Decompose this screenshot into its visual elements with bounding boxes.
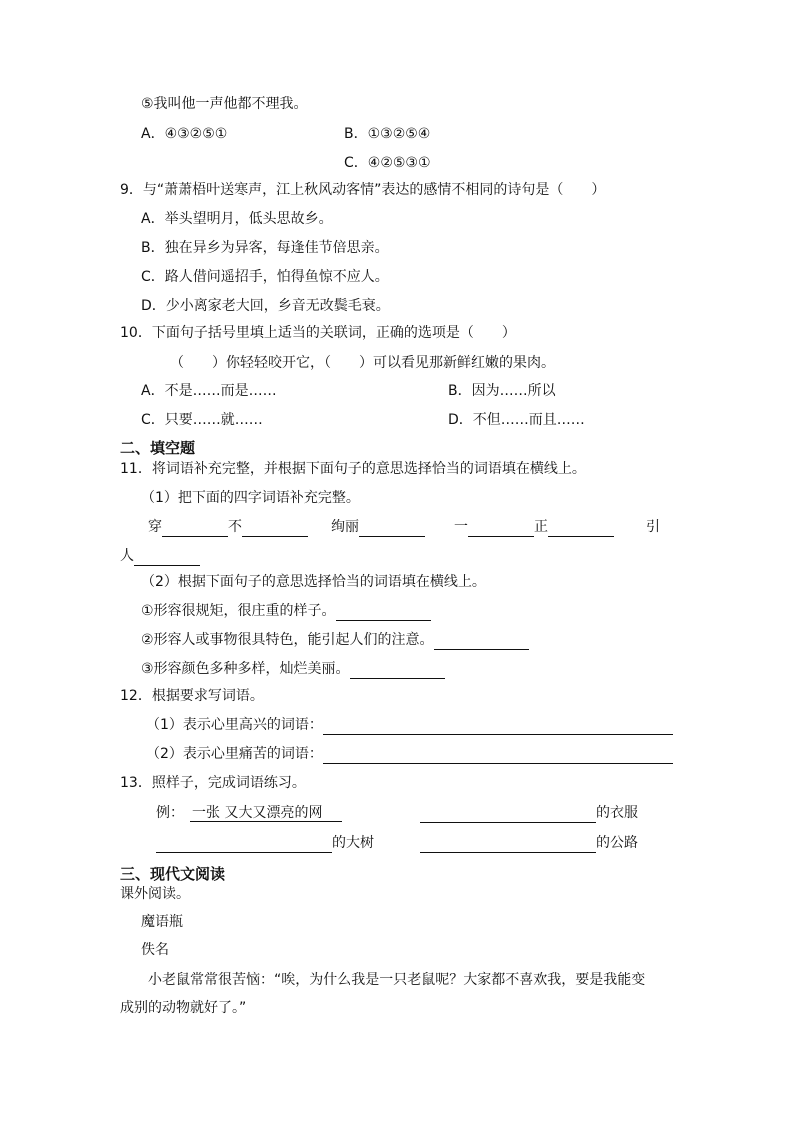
idiom-4-char-b: 人 [120, 548, 134, 564]
idiom-1-blank-b[interactable] [242, 520, 308, 537]
idiom-3-blank-b[interactable] [548, 520, 614, 537]
q13-item-3-suffix: 的公路 [596, 835, 638, 851]
q11-sentence-2 [141, 630, 529, 650]
q11-part-1: （1）把下面的四字词语补充完整。 [141, 490, 360, 506]
q11-sentence-1-text: ①形容很规矩，很庄重的样子。 [141, 603, 336, 619]
q10-option-b: B．因为……所以 [448, 383, 556, 399]
q8-item-5: ⑤我叫他一声他都不理我。 [141, 96, 308, 112]
section-2-title: 二、填空题 [120, 439, 196, 457]
q12-part-2-blank[interactable] [323, 747, 673, 764]
q8-option-b: B．①③②⑤④ [344, 126, 431, 142]
q11-idiom-2 [331, 517, 425, 537]
q9-stem: 9．与“萧萧梧叶送寒声，江上秋风动客情”表达的感情不相同的诗句是（ ） [120, 182, 606, 198]
idiom-4-char-a: 引 [646, 519, 660, 535]
q13-item-1-blank[interactable] [420, 806, 596, 823]
q13-stem: 13．照样子，完成词语练习。 [120, 775, 306, 791]
idiom-2-chars: 绚丽 [331, 519, 359, 535]
q11-sentence-1 [141, 601, 431, 621]
q13-item-3-blank[interactable] [420, 836, 596, 853]
q9-option-a: A．举头望明月，低头思故乡。 [141, 211, 333, 227]
q11-sentence-3-blank[interactable] [350, 662, 445, 679]
q8-option-c: C．④②⑤③① [344, 155, 431, 171]
q13-item-1 [420, 803, 638, 823]
q9-option-c: C．路人借问遥招手，怕得鱼惊不应人。 [141, 269, 389, 285]
q12-part-2 [146, 744, 673, 764]
q11-sentence-3 [141, 659, 445, 679]
idiom-3-char-b: 正 [534, 519, 548, 535]
q10-sentence: （ ）你轻轻咬开它，（ ）可以看见那新鲜红嫩的果肉。 [170, 355, 555, 371]
q10-option-a: A．不是……而是…… [141, 383, 277, 399]
q11-sentence-1-blank[interactable] [336, 604, 431, 621]
idiom-3-blank-a[interactable] [468, 520, 534, 537]
q13-item-2-suffix: 的大树 [332, 835, 374, 851]
idiom-4-blank[interactable] [134, 549, 200, 566]
idiom-3-char-a: 一 [454, 519, 468, 535]
q11-sentence-3-text: ③形容颜色多种多样，灿烂美丽。 [141, 661, 350, 677]
reading-paragraph-line-2: 成别的动物就好了。” [120, 1000, 247, 1016]
reading-paragraph-line-1: 小老鼠常常很苦恼：“唉，为什么我是一只老鼠呢？大家都不喜欢我，要是我能变 [148, 972, 646, 988]
q8-option-a: A．④③②⑤① [141, 126, 228, 142]
idiom-1-blank-a[interactable] [162, 520, 228, 537]
reading-author: 佚名 [141, 942, 169, 958]
q13-item-2-blank[interactable] [156, 836, 332, 853]
q11-part-2: （2）根据下面句子的意思选择恰当的词语填在横线上。 [141, 574, 486, 590]
reading-intro: 课外阅读。 [120, 886, 190, 902]
q10-stem: 10．下面句子括号里填上适当的关联词，正确的选项是（ ） [120, 325, 516, 341]
q10-option-d: D．不但……而且…… [448, 412, 585, 428]
q13-example-answer: 一张 又大又漂亮的网 [190, 805, 342, 822]
q12-part-2-text: （2）表示心里痛苦的词语： [146, 746, 323, 762]
q9-option-b: B．独在异乡为异客，每逢佳节倍思亲。 [141, 240, 389, 256]
q13-example [156, 803, 342, 823]
q12-part-1-text: （1）表示心里高兴的词语： [146, 717, 323, 733]
q12-stem: 12．根据要求写词语。 [120, 688, 264, 704]
q11-idiom-4 [120, 546, 200, 566]
q11-idiom-3 [454, 517, 614, 537]
q13-item-2 [156, 833, 374, 853]
q9-option-d: D．少小离家老大回，乡音无改鬓毛衰。 [141, 298, 390, 314]
idiom-1-char-b: 不 [228, 519, 242, 535]
q11-stem: 11．将词语补充完整，并根据下面句子的意思选择恰当的词语填在横线上。 [120, 461, 586, 477]
idiom-1-char-a: 穿 [148, 519, 162, 535]
reading-title: 魔语瓶 [141, 914, 183, 930]
q11-idiom-1 [148, 517, 308, 537]
section-3-title: 三、现代文阅读 [120, 865, 226, 883]
q10-option-c: C．只要……就…… [141, 412, 263, 428]
q13-example-label: 例： [156, 805, 184, 821]
q11-sentence-2-text: ②形容人或事物很具特色，能引起人们的注意。 [141, 632, 434, 648]
q13-item-1-suffix: 的衣服 [596, 805, 638, 821]
q11-sentence-2-blank[interactable] [434, 633, 529, 650]
q12-part-1 [146, 715, 673, 735]
q13-item-3 [420, 833, 638, 853]
idiom-2-blank[interactable] [359, 520, 425, 537]
q12-part-1-blank[interactable] [323, 718, 673, 735]
